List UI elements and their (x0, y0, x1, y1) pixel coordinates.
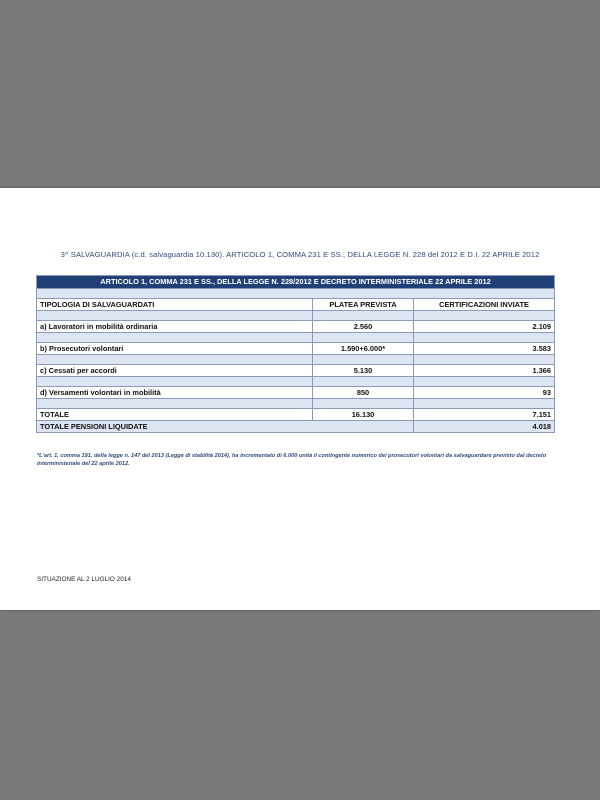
row-label: d) Versamenti volontari in mobilità (37, 387, 313, 399)
row-platea: 1.590+6.000* (313, 343, 414, 355)
spacer-row (37, 399, 555, 409)
spacer-row (37, 289, 555, 299)
document-page (0, 188, 600, 610)
row-platea: 5.130 (313, 365, 414, 377)
row-platea: 2.560 (313, 321, 414, 333)
row-certificazioni: 2.109 (414, 321, 555, 333)
pensioni-liquidate-row (37, 421, 555, 433)
table-row (37, 387, 555, 399)
row-certificazioni: 93 (414, 387, 555, 399)
header-row (37, 299, 555, 311)
spacer-row (37, 333, 555, 343)
pensioni-liquidate-label: TOTALE PENSIONI LIQUIDATE (37, 421, 414, 433)
table-title: ARTICOLO 1, COMMA 231 E SS., DELLA LEGGE N. 228/2012 E DECRETO INTERMINISTERIALE 22 APRILE 2012 (37, 276, 555, 289)
totale-label: TOTALE (37, 409, 313, 421)
spacer-row (37, 377, 555, 387)
situation-date: SITUAZIONE AL 2 LUGLIO 2014 (37, 576, 131, 583)
document-heading: 3^ SALVAGUARDIA (c.d. salvaguardia 10.130). ARTICOLO 1, COMMA 231 E SS., DELLA LEGGE N. 228 del 2012 E D.I. 22 APRILE 2012 (60, 250, 540, 259)
spacer-row (37, 355, 555, 365)
table-row (37, 321, 555, 333)
row-label: c) Cessati per accordi (37, 365, 313, 377)
footnote: *L'art. 1, comma 191, della legge n. 147 del 2013 (Legge di stabilità 2014), ha incrementato di 6.000 unità il contingente numerico dei prosecutori volontari da salvaguardare previsto dal decreto interministeriale del 22 aprile 2012. (37, 453, 547, 467)
row-certificazioni: 1.366 (414, 365, 555, 377)
row-label: a) Lavoratori in mobilità ordinaria (37, 321, 313, 333)
table-title-row (37, 276, 555, 289)
pensioni-liquidate-value: 4.018 (414, 421, 555, 433)
row-certificazioni: 3.583 (414, 343, 555, 355)
spacer-row (37, 311, 555, 321)
table-row (37, 343, 555, 355)
row-label: b) Prosecutori volontari (37, 343, 313, 355)
row-platea: 850 (313, 387, 414, 399)
totale-row (37, 409, 555, 421)
column-header-certificazioni: CERTIFICAZIONI INVIATE (414, 299, 555, 311)
salvaguardia-table (36, 275, 555, 433)
totale-certificazioni: 7.151 (414, 409, 555, 421)
column-header-platea: PLATEA PREVISTA (313, 299, 414, 311)
column-header-tipologia: TIPOLOGIA DI SALVAGUARDATI (37, 299, 313, 311)
totale-platea: 16.130 (313, 409, 414, 421)
table-row (37, 365, 555, 377)
